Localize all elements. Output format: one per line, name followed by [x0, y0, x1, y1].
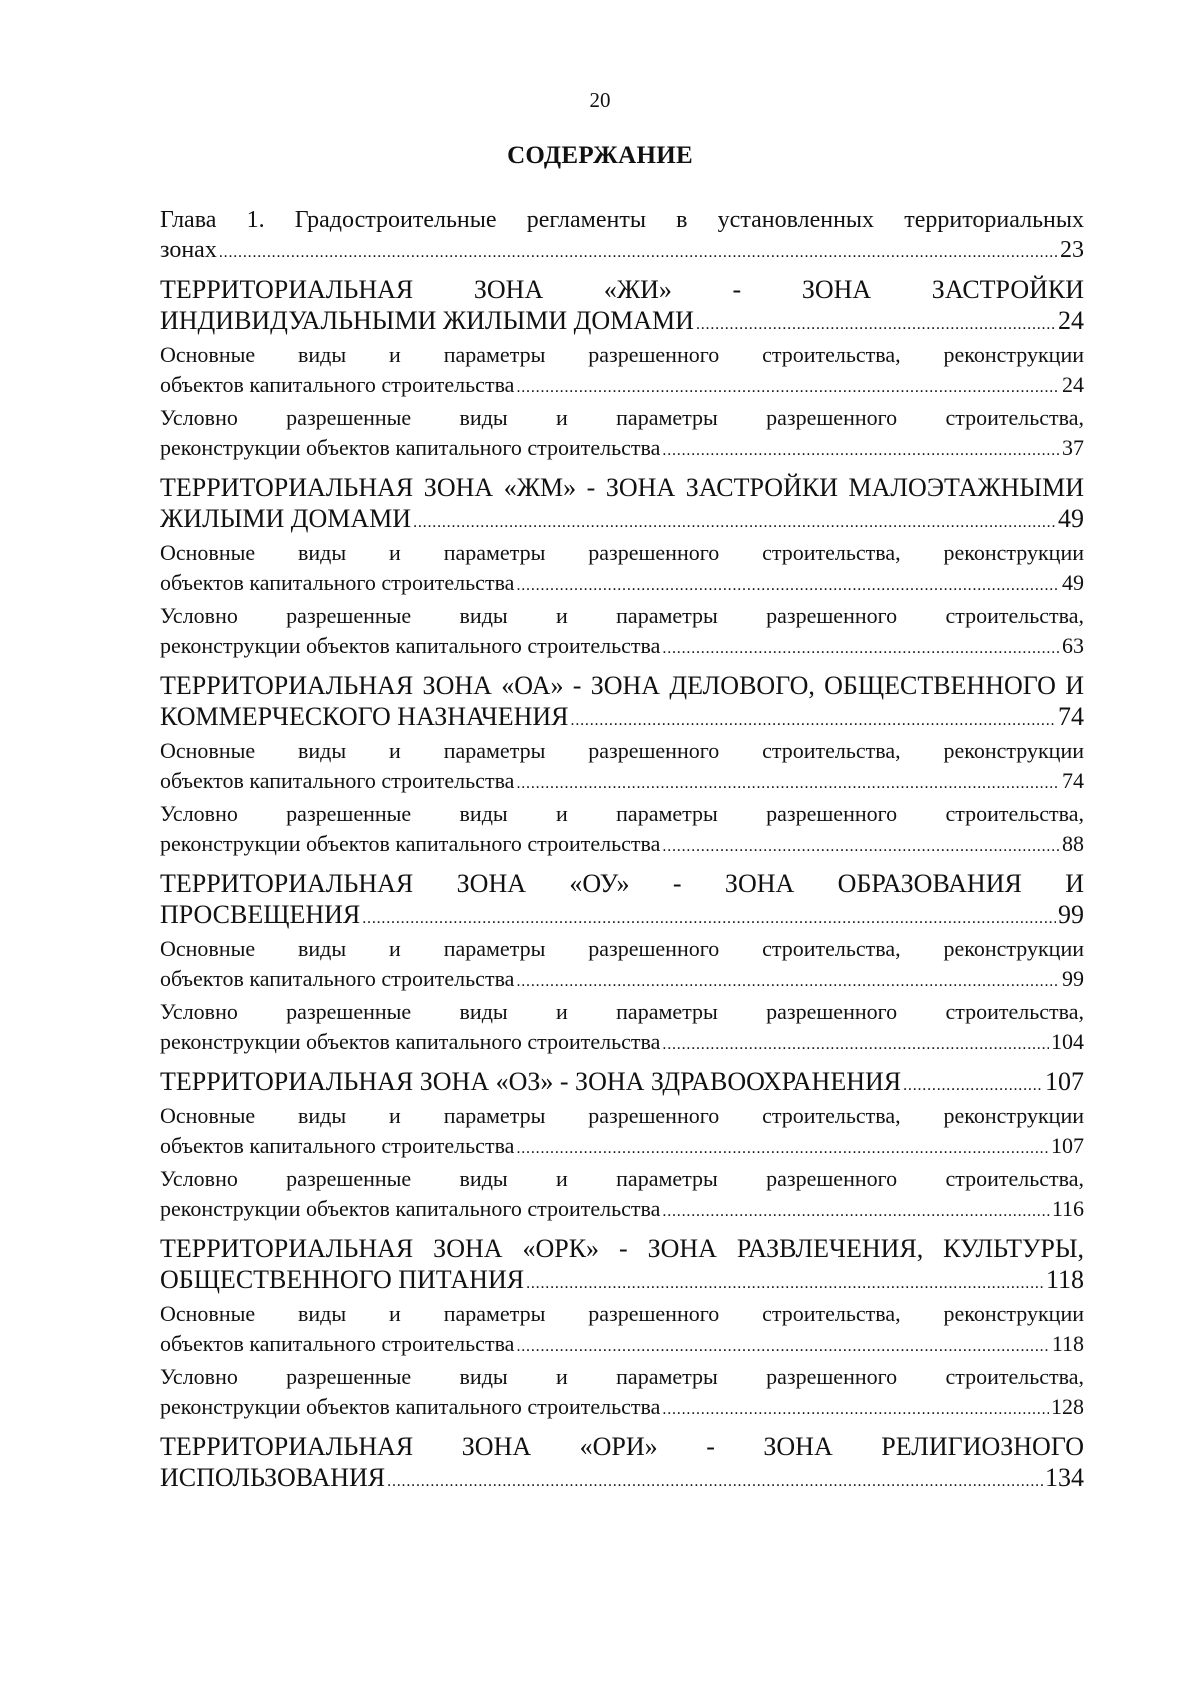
toc-entry[interactable]: [160, 1164, 1084, 1227]
toc-entry-title-end: объектов капитального строительства: [160, 1133, 515, 1158]
toc-page-number: 118: [1051, 1331, 1084, 1356]
toc-entry-title-end: реконструкции объектов капитального строительства: [160, 633, 661, 658]
toc-entry[interactable]: [160, 1101, 1084, 1164]
toc-entry[interactable]: [160, 934, 1084, 997]
toc-entry-title-line: ТЕРРИТОРИАЛЬНАЯ ЗОНА «ОРИ» - ЗОНА РЕЛИГИОЗНОГО: [160, 1432, 1084, 1461]
toc-entry-title-end: объектов капитального строительства: [160, 372, 515, 397]
toc-page-number: 118: [1045, 1265, 1084, 1294]
toc-entry-title-end: реконструкции объектов капитального строительства: [160, 1029, 661, 1054]
dot-leader: [516, 1131, 1049, 1164]
toc-entry-title-line: Условно разрешенные виды и параметры разрешенного строительства,: [160, 1166, 1084, 1191]
dot-leader: [662, 1027, 1049, 1060]
toc-entry[interactable]: [160, 601, 1084, 664]
dot-leader: [413, 503, 1056, 538]
toc-entry-title-end: ИНДИВИДУАЛЬНЫМИ ЖИЛЫМИ ДОМАМИ: [160, 306, 694, 335]
dot-leader: [516, 964, 1060, 997]
toc-entry-title-line: ТЕРРИТОРИАЛЬНАЯ ЗОНА «ОУ» - ЗОНА ОБРАЗОВАНИЯ И: [160, 869, 1084, 898]
toc-entry-title-end: ИСПОЛЬЗОВАНИЯ: [160, 1463, 386, 1492]
toc-entry-title-end: реконструкции объектов капитального строительства: [160, 1196, 661, 1221]
toc-page-number: 49: [1058, 504, 1084, 533]
toc-entry[interactable]: [160, 997, 1084, 1060]
toc-page-number: 37: [1062, 435, 1084, 460]
toc-entry-title-end: реконструкции объектов капитального строительства: [160, 831, 661, 856]
toc-page-number: 74: [1058, 702, 1084, 731]
toc-zone-entry[interactable]: [160, 472, 1084, 538]
toc-page-number: 99: [1062, 966, 1084, 991]
dot-leader: [362, 899, 1056, 934]
toc-entry-title-end: объектов капитального строительства: [160, 1331, 515, 1356]
dot-leader: [696, 305, 1056, 340]
toc-entry-title-line: Условно разрешенные виды и параметры разрешенного строительства,: [160, 999, 1084, 1024]
dot-leader: [516, 1329, 1049, 1362]
toc-entry[interactable]: [160, 403, 1084, 466]
toc-entry-title-line: ТЕРРИТОРИАЛЬНАЯ ЗОНА «ЖИ» - ЗОНА ЗАСТРОЙКИ: [160, 275, 1084, 304]
toc-page-number: 107: [1045, 1067, 1084, 1096]
toc-entry-title-line: Условно разрешенные виды и параметры разрешенного строительства,: [160, 1364, 1084, 1389]
toc-entry-title-end: реконструкции объектов капитального строительства: [160, 435, 661, 460]
toc-page-number: 107: [1051, 1133, 1084, 1158]
toc-page-number: 104: [1051, 1029, 1084, 1054]
toc-entry-title-line: Основные виды и параметры разрешенного строительства, реконструкции: [160, 738, 1084, 763]
toc-entry[interactable]: [160, 538, 1084, 601]
toc-zone-entry[interactable]: [160, 670, 1084, 736]
toc-page-number: 49: [1062, 570, 1084, 595]
toc-entry-title-end: зонах: [160, 237, 217, 263]
dot-leader: [526, 1264, 1044, 1299]
toc-zone-entry[interactable]: [160, 868, 1084, 934]
toc-page-number: 128: [1051, 1394, 1084, 1419]
toc-entry-title-line: ТЕРРИТОРИАЛЬНАЯ ЗОНА «ЖМ» - ЗОНА ЗАСТРОЙКИ МАЛОЭТАЖНЫМИ: [160, 473, 1084, 502]
dot-leader: [516, 568, 1060, 601]
toc-page-number: 99: [1058, 900, 1084, 929]
toc-entry-title-line: Условно разрешенные виды и параметры разрешенного строительства,: [160, 801, 1084, 826]
toc-entry-title-line: Основные виды и параметры разрешенного строительства, реконструкции: [160, 1103, 1084, 1128]
toc-zone-entry[interactable]: [160, 1431, 1084, 1497]
dot-leader: [662, 1392, 1049, 1425]
toc-entry-title-end: КОММЕРЧЕСКОГО НАЗНАЧЕНИЯ: [160, 702, 569, 731]
toc-entry-title-line: Основные виды и параметры разрешенного строительства, реконструкции: [160, 1301, 1084, 1326]
toc-entry-title-end: ПРОСВЕЩЕНИЯ: [160, 900, 361, 929]
toc-entry-title-end: ЖИЛЫМИ ДОМАМИ: [160, 504, 412, 533]
toc-entry-title-end: ТЕРРИТОРИАЛЬНАЯ ЗОНА «ОЗ» - ЗОНА ЗДРАВООХРАНЕНИЯ: [160, 1067, 902, 1096]
toc-entry-title-line: Основные виды и параметры разрешенного строительства, реконструкции: [160, 342, 1084, 367]
toc-page-number: 116: [1051, 1196, 1084, 1221]
table-of-contents: [160, 205, 1084, 1497]
toc-entry-title-line: Основные виды и параметры разрешенного строительства, реконструкции: [160, 540, 1084, 565]
dot-leader: [662, 829, 1060, 862]
toc-entry-title-end: объектов капитального строительства: [160, 966, 515, 991]
dot-leader: [903, 1066, 1043, 1101]
page-title: СОДЕРЖАНИЕ: [507, 142, 693, 169]
dot-leader: [219, 235, 1058, 268]
dot-leader: [662, 433, 1060, 466]
toc-page-number: 24: [1058, 306, 1084, 335]
toc-zone-entry[interactable]: [160, 1233, 1084, 1299]
toc-entry-title-line: Глава 1. Градостроительные регламенты в установленных территориальных: [160, 207, 1084, 233]
toc-entry[interactable]: [160, 1299, 1084, 1362]
toc-entry[interactable]: [160, 799, 1084, 862]
dot-leader: [516, 766, 1060, 799]
toc-entry-title-end: объектов капитального строительства: [160, 768, 515, 793]
dot-leader: [571, 701, 1056, 736]
dot-leader: [387, 1462, 1043, 1497]
toc-page-number: 134: [1045, 1463, 1084, 1492]
toc-page-number: 24: [1062, 372, 1084, 397]
toc-entry[interactable]: [160, 736, 1084, 799]
toc-entry-title-line: Основные виды и параметры разрешенного строительства, реконструкции: [160, 936, 1084, 961]
toc-zone-entry[interactable]: [160, 1066, 1084, 1101]
toc-entry-title-line: ТЕРРИТОРИАЛЬНАЯ ЗОНА «ОРК» - ЗОНА РАЗВЛЕЧЕНИЯ, КУЛЬТУРЫ,: [160, 1234, 1084, 1263]
toc-entry[interactable]: [160, 1362, 1084, 1425]
toc-entry-title-line: ТЕРРИТОРИАЛЬНАЯ ЗОНА «ОА» - ЗОНА ДЕЛОВОГО, ОБЩЕСТВЕННОГО И: [160, 671, 1084, 700]
toc-entry-title-line: Условно разрешенные виды и параметры разрешенного строительства,: [160, 603, 1084, 628]
toc-zone-entry[interactable]: [160, 274, 1084, 340]
toc-entry-title-end: ОБЩЕСТВЕННОГО ПИТАНИЯ: [160, 1265, 525, 1294]
dot-leader: [662, 1194, 1049, 1227]
toc-page-number: 88: [1062, 831, 1084, 856]
toc-entry-title-line: Условно разрешенные виды и параметры разрешенного строительства,: [160, 405, 1084, 430]
dot-leader: [662, 631, 1060, 664]
page-number: 20: [589, 88, 611, 112]
toc-entry[interactable]: [160, 205, 1084, 268]
dot-leader: [516, 370, 1060, 403]
toc-entry-title-end: реконструкции объектов капитального строительства: [160, 1394, 661, 1419]
toc-page-number: 63: [1062, 633, 1084, 658]
toc-entry[interactable]: [160, 340, 1084, 403]
toc-page-number: 74: [1062, 768, 1084, 793]
toc-entry-title-end: объектов капитального строительства: [160, 570, 515, 595]
toc-page-number: 23: [1060, 237, 1084, 263]
